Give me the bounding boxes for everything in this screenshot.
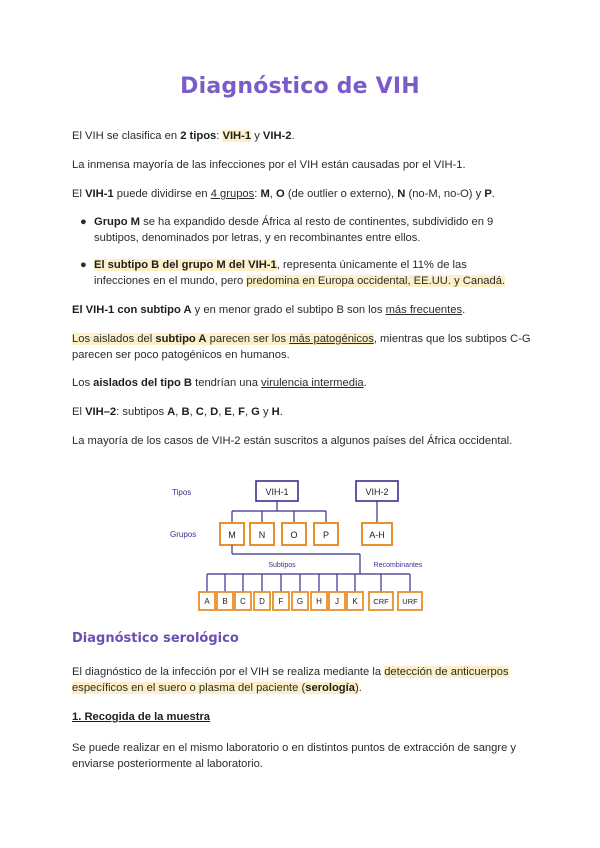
paragraph-tipo-b: Los aislados del tipo B tendrían una virulencia intermedia.: [72, 377, 367, 389]
paragraph-mayoria: La inmensa mayoría de las infecciones por el VIH están causadas por el VIH-1.: [72, 159, 466, 171]
type-label-vih1: VIH-1: [265, 487, 289, 497]
paragraph-africa: La mayoría de los casos de VIH-2 están suscritos a algunos países del África occidental.: [72, 435, 513, 447]
connectors-groups: [232, 501, 377, 523]
subtype-label-f: F: [278, 597, 284, 606]
recombinant-label-crf: CRF: [373, 597, 389, 606]
bullet-subtipo-b: ● El subtipo B del grupo M del VIH-1, representa únicamente el 11% de las infecciones en el mundo, pero predomina en Europa occidental, EE.UU. y Canadá.: [80, 259, 506, 287]
paragraph-frecuentes: El VIH-1 con subtipo A y en menor grado el subtipo B son los más frecuentes.: [72, 304, 466, 316]
subtype-label-c: C: [240, 597, 246, 606]
section-title-serologico: Diagnóstico serológico: [72, 631, 239, 646]
bullet-grupo-m: ● Grupo M se ha expandido desde África al resto de continentes, subdividido en 9 subtipos, denominados por letras, y en recombinantes entre ellos.: [80, 216, 494, 244]
subtype-label-k: K: [352, 597, 358, 606]
subheading-recogida: 1. Recogida de la muestra: [72, 711, 211, 723]
paragraph-tipos: El VIH se clasifica en 2 tipos: VIH-1 y VIH-2.: [72, 130, 295, 142]
classification-diagram: [150, 470, 450, 620]
row-label-grupos: Grupos: [170, 530, 197, 539]
group-label-n: N: [258, 530, 266, 540]
group-label-a-h: A-H: [369, 530, 385, 540]
bullet-dot-icon: ●: [80, 259, 87, 271]
group-label-p: P: [322, 530, 330, 540]
subtype-label-j: J: [335, 597, 339, 606]
subtype-label-h: H: [316, 597, 322, 606]
paragraph-patogenicos: Los aislados del subtipo A parecen ser los más patogénicos, mientras que los subtipos C-G parecen ser poco patogénicos en humanos.: [72, 333, 531, 361]
subtype-label-g: G: [296, 597, 304, 606]
subtype-label-b: B: [222, 597, 228, 606]
recombinant-label-urf: URF: [402, 597, 418, 606]
group-label-m: M: [228, 530, 236, 540]
label-subtipos: Subtipos: [268, 562, 296, 569]
paragraph-grupos: El VIH-1 puede dividirse en 4 grupos: M, O (de outlier o externo), N (no-M, no-O) y P.: [72, 188, 495, 200]
row-label-tipos: Tipos: [172, 488, 192, 497]
paragraph-vih2-subtipos: El VIH–2: subtipos A, B, C, D, E, F, G y H.: [72, 406, 283, 418]
paragraph-serologia: El diagnóstico de la infección por el VIH se realiza mediante la detección de anticuerpos específicos en el suero o plasma del paciente (serología).: [72, 666, 509, 694]
bullet-dot-icon: ●: [80, 216, 87, 228]
paragraph-laboratorio: Se puede realizar en el mismo laboratorio o en distintos puntos de extracción de sangre y enviarse posteriormente al laboratorio.: [72, 742, 517, 770]
subtype-label-d: D: [259, 597, 265, 606]
type-label-vih2: VIH-2: [365, 487, 389, 497]
page-title: Diagnóstico de VIH: [180, 74, 420, 99]
group-label-o: O: [290, 530, 298, 540]
subtype-label-a: A: [204, 597, 210, 606]
label-recombinantes: Recombinantes: [373, 562, 423, 569]
